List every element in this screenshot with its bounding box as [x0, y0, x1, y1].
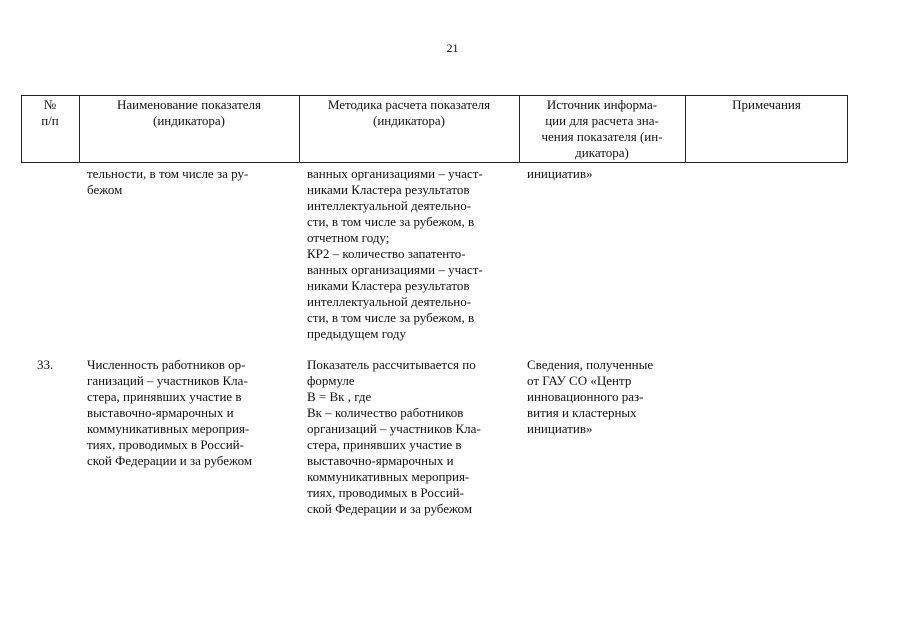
row-continuation-source: инициатив»: [527, 166, 593, 181]
header-source: Источник информа- ции для расчета зна- чения показателя (ин- дикатора): [541, 97, 663, 160]
header-method: Методика расчета показателя (индикатора): [327, 97, 491, 128]
row-continuation-name: тельности, в том числе за ру- бежом: [87, 166, 249, 197]
row-33-source: Сведения, полученные от ГАУ СО «Центр инновационного раз- вития и кластерных инициатив»: [527, 357, 654, 436]
header-notes: Примечания: [732, 97, 801, 112]
row-33-method: Показатель рассчитывается по формуле В = Вк , где Вк – количество работников организаций – участников Кла- стера, принявших участие в выставочно-ярмарочных и коммуникативных мероприя- тиях, проводимых в Россий- ской Федерации и за рубежом: [307, 357, 481, 516]
row-33-number: 33.: [37, 357, 54, 372]
page-number: 21: [446, 41, 459, 55]
row-33-name: Численность работников ор- ганизаций – участников Кла- стера, принявших участие в выставочно-ярмарочных и коммуникативных мероприя- тиях, проводимых в Россий- ской Федерации и за рубежом: [87, 357, 253, 468]
header-number: № п/п: [41, 97, 59, 128]
header-indicator-name: Наименование показателя (индикатора): [116, 97, 262, 128]
row-continuation-method: ванных организациями – участ- никами Кластера результатов интеллектуальной деятельно- сти, в том числе за рубежом, в отчетном году; КР2 – количество запатенто- ванных организациями – участ- никами Кластера результатов интеллектуальной деятельно- сти, в том числе за рубежом, в предыдущем году: [307, 166, 483, 341]
